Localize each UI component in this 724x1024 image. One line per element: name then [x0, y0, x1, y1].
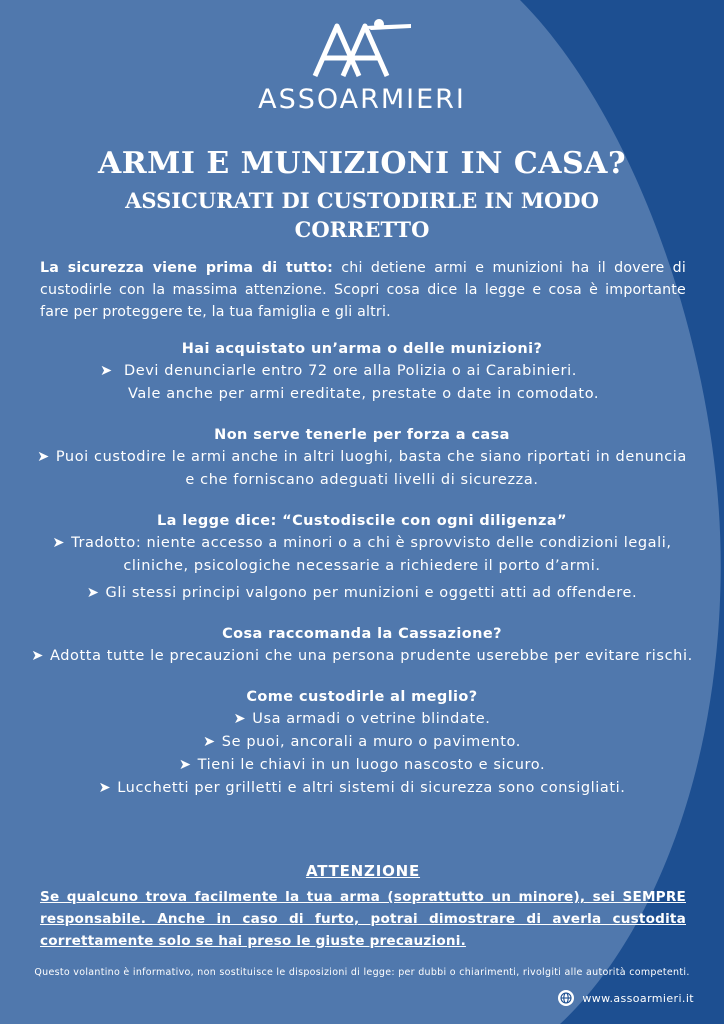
intro-lead: La sicurezza viene prima di tutto:: [40, 260, 334, 276]
arrow-icon: ➤: [178, 757, 192, 773]
section-title: Hai acquistato un’arma o delle munizioni?: [181, 341, 543, 357]
bullet-item: ➤ Tradotto: niente accesso a minori o a chi è sprovvisto delle condizioni legali, cliniche, psicologiche necessarie a richiedere il porto d’armi.: [52, 535, 672, 574]
bullet-item: ➤ Tieni le chiavi in un luogo nascosto e sicuro.: [178, 757, 546, 773]
bullet-item: ➤ Gli stessi principi valgono per munizioni e oggetti atti ad offendere.: [86, 585, 638, 601]
section-cassazione: [30, 623, 694, 668]
attention-box: [40, 862, 686, 952]
website-text[interactable]: www.assoarmieri.it: [582, 991, 694, 1005]
logo-icon: [307, 18, 417, 80]
footer-disclaimer: Questo volantino è informativo, non sostituisce le disposizioni di legge: per dubbi o chiarimenti, rivolgiti alle autorità competenti.: [34, 967, 690, 978]
arrow-icon: ➤: [52, 535, 66, 551]
section-luoghi: [30, 424, 694, 492]
arrow-icon: ➤: [233, 711, 247, 727]
section-legge: [30, 510, 694, 605]
arrow-icon: ➤: [100, 363, 113, 379]
attention-title: ATTENZIONE: [305, 862, 421, 880]
arrow-icon: ➤: [86, 585, 100, 601]
intro-paragraph: [40, 257, 686, 323]
arrow-icon: ➤: [37, 449, 50, 465]
page-subtitle: ASSICURATI DI CUSTODIRLE IN MODO CORRETTO: [125, 188, 599, 242]
brand-name: ASSOARMIERI: [258, 84, 466, 115]
intro-text: chi detiene armi e munizioni ha il dovere di custodirle con la massima attenzione. Scopri cosa dice la legge e cosa è importante fare per proteggere te, la tua famiglia e gli altri.: [40, 260, 686, 320]
bullet-item: ➤ Puoi custodire le armi anche in altri luoghi, basta che siano riportati in denuncia e che forniscano adeguati livelli di sicurezza.: [37, 449, 687, 488]
section-title: Come custodirle al meglio?: [246, 689, 478, 705]
arrow-icon: ➤: [203, 734, 216, 750]
globe-icon: [558, 990, 574, 1006]
arrow-icon: ➤: [98, 780, 112, 796]
bullet-item: ➤ Usa armadi o vetrine blindate.: [233, 711, 491, 727]
website-link[interactable]: [558, 990, 694, 1006]
bullet-continuation: Vale anche per armi ereditate, prestate o date in comodato.: [128, 386, 600, 402]
arrow-icon: ➤: [31, 648, 44, 664]
attention-text: Se qualcuno trova facilmente la tua arma (soprattutto un minore), sei SEMPRE responsabile. Anche in caso di furto, potrai dimostrare di averla custodita correttamente solo se hai preso le giuste precauzioni.: [40, 889, 686, 949]
section-custodia: [30, 686, 694, 800]
logo: [0, 18, 724, 115]
section-title: La legge dice: “Custodiscile con ogni diligenza”: [157, 513, 567, 529]
section-title: Cosa raccomanda la Cassazione?: [222, 626, 502, 642]
sections: [30, 338, 694, 818]
page-title: ARMI E MUNIZIONI IN CASA?: [97, 146, 627, 181]
section-title: Non serve tenerle per forza a casa: [214, 427, 510, 443]
bullet-item: ➤ Se puoi, ancorali a muro o pavimento.: [203, 734, 521, 750]
bullet-item: ➤ Devi denunciarle entro 72 ore alla Polizia o ai Carabinieri.: [100, 363, 577, 379]
bullet-item: ➤ Adotta tutte le precauzioni che una persona prudente userebbe per evitare rischi.: [31, 648, 693, 664]
bullet-item: ➤ Lucchetti per grilletti e altri sistemi di sicurezza sono consigliati.: [98, 780, 626, 796]
section-acquisto: [30, 338, 694, 406]
